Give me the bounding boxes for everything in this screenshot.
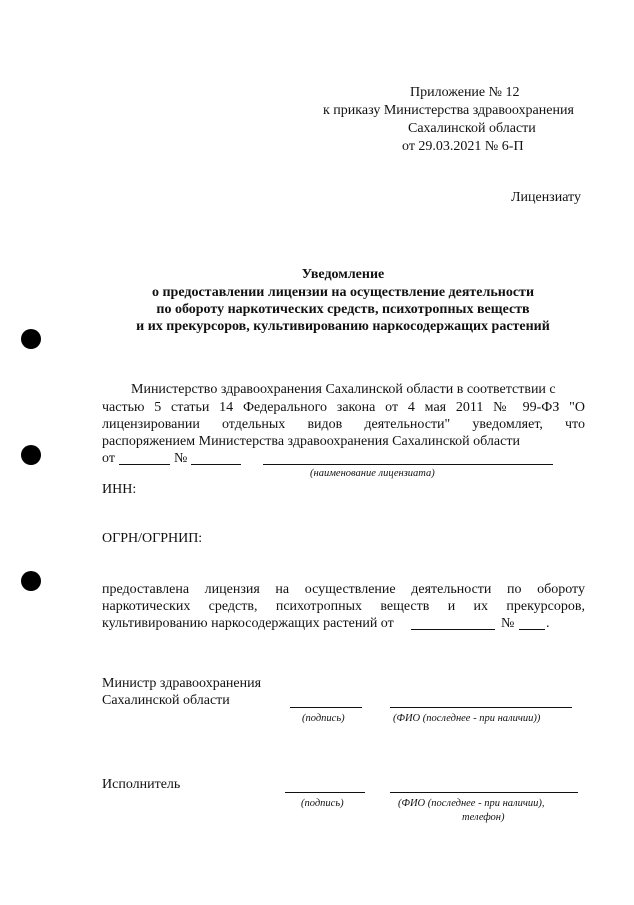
number-label: № [174, 451, 188, 466]
body2-line-2: наркотических средств, психотропных веществ и их прекурсоров, [102, 599, 585, 614]
license-number-blank [519, 629, 545, 630]
license-number-label: № [501, 616, 515, 631]
from-label: от [102, 451, 115, 466]
ogrn-label: ОГРН/ОГРНИП: [102, 531, 203, 546]
minister-name-line [390, 707, 572, 708]
executor-name-caption-line-1: (ФИО (последнее - при наличии), [398, 798, 545, 809]
date-blank [119, 464, 170, 465]
license-date-blank [411, 629, 495, 630]
minister-title-line-2: Сахалинской области [102, 693, 230, 708]
executor-signature-line [285, 792, 365, 793]
end-dot: . [546, 616, 550, 631]
minister-sign-caption: (подпись) [302, 713, 345, 724]
title-line-1: Уведомление [301, 267, 385, 282]
body1-line-1: Министерство здравоохранения Сахалинской области в соответствии с [131, 382, 556, 397]
licensee-caption: (наименование лицензиата) [310, 468, 435, 479]
body2-line-3: культивированию наркосодержащих растений от [102, 616, 394, 631]
number-blank [191, 464, 241, 465]
header-line-1: Приложение № 12 [410, 85, 520, 100]
punch-hole-bottom [21, 571, 41, 591]
title-line-3: по обороту наркотических средств, психотропных веществ [156, 302, 530, 317]
executor-label: Исполнитель [102, 777, 181, 792]
header-line-2: к приказу Министерства здравоохранения [323, 103, 574, 118]
body2-line-1: предоставлена лицензия на осуществление деятельности по обороту [102, 582, 585, 597]
executor-name-caption-line-2: телефон) [462, 812, 505, 823]
minister-title-line-1: Министр здравоохранения [102, 676, 262, 691]
executor-sign-caption: (подпись) [301, 798, 344, 809]
addressee: Лицензиату [511, 190, 581, 205]
inn-label: ИНН: [102, 482, 137, 497]
punch-hole-middle [21, 445, 41, 465]
minister-name-caption: (ФИО (последнее - при наличии)) [393, 713, 541, 724]
header-line-3: Сахалинской области [408, 121, 536, 136]
body1-line-2: частью 5 статьи 14 Федерального закона от 4 мая 2011 № 99-ФЗ "О [102, 400, 585, 415]
header-line-4: от 29.03.2021 № 6-П [402, 139, 524, 154]
body1-line-4: распоряжением Министерства здравоохранения Сахалинской области [102, 434, 520, 449]
title-line-2: о предоставлении лицензии на осуществление деятельности [151, 285, 535, 300]
licensee-name-blank [263, 464, 553, 465]
minister-signature-line [290, 707, 362, 708]
title-line-4: и их прекурсоров, культивированию наркосодержащих растений [136, 319, 550, 334]
executor-name-line [390, 792, 578, 793]
body1-line-3: лицензировании отдельных видов деятельности" уведомляет, что [102, 417, 585, 432]
